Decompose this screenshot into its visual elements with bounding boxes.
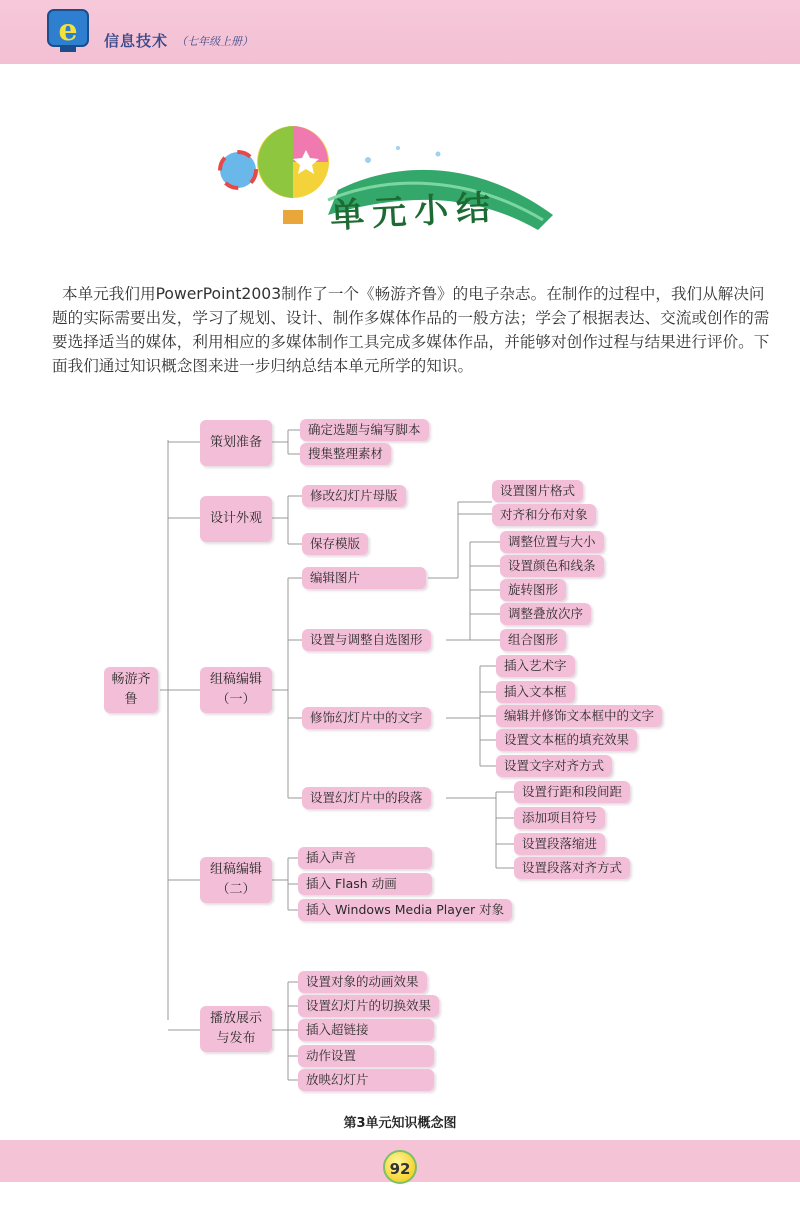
- map-node-edit2: 组稿编辑（二）: [200, 857, 272, 903]
- publish-item: 插入超链接: [298, 1019, 434, 1041]
- text-item: 编辑并修饰文本框中的文字: [496, 705, 662, 727]
- edit2-item: 插入声音: [298, 847, 432, 869]
- shape-item: 组合图形: [500, 629, 566, 651]
- edit1-item: 修饰幻灯片中的文字: [302, 707, 431, 729]
- ie-logo-icon: [46, 8, 96, 54]
- design-item: 修改幻灯片母版: [302, 485, 406, 507]
- map-node-design: 设计外观: [200, 496, 272, 542]
- shape-item: 调整位置与大小: [500, 531, 604, 553]
- map-node-edit1: 组稿编辑（一）: [200, 667, 272, 713]
- text-item: 设置文本框的填充效果: [496, 729, 637, 751]
- para-item: 设置段落对齐方式: [514, 857, 630, 879]
- plan-item: 确定选题与编写脚本: [300, 419, 429, 441]
- banner-title: 单元小结: [329, 187, 500, 237]
- publish-item: 设置幻灯片的切换效果: [298, 995, 439, 1017]
- map-node-publish: 播放展示与发布: [200, 1006, 272, 1052]
- page-number: 92: [383, 1150, 417, 1184]
- picture-item: 设置图片格式: [492, 480, 583, 502]
- page-header: [0, 0, 800, 64]
- map-root: 畅游齐鲁: [104, 667, 158, 713]
- text-item: 插入文本框: [496, 681, 575, 703]
- edit1-item: 编辑图片: [302, 567, 426, 589]
- intro-paragraph: 本单元我们用PowerPoint2003制作了一个《畅游齐鲁》的电子杂志。在制作的过程中，我们从解决问题的实际需要出发，学习了规划、设计、制作多媒体作品的一般方法；学会了根据表达、交流或创作的需要选择适当的媒体，利用相应的多媒体制作工具完成多媒体作品，并能够对创作过程与结果进行评价。下面我们通过知识概念图来进一步归纳总结本单元所学的知识。: [52, 285, 770, 375]
- book-subtitle: （七年级上册）: [176, 35, 253, 48]
- text-item: 设置文字对齐方式: [496, 755, 612, 777]
- picture-item: 对齐和分布对象: [492, 504, 596, 526]
- shape-item: 设置颜色和线条: [500, 555, 604, 577]
- shape-item: 旋转图形: [500, 579, 566, 601]
- edit2-item: 插入 Windows Media Player 对象: [298, 899, 512, 921]
- publish-item: 设置对象的动画效果: [298, 971, 427, 993]
- para-item: 设置段落缩进: [514, 833, 605, 855]
- book-title: 信息技术: [104, 32, 169, 50]
- design-item: 保存模版: [302, 533, 368, 555]
- publish-item: 动作设置: [298, 1045, 434, 1067]
- text-item: 插入艺术字: [496, 655, 575, 677]
- para-item: 添加项目符号: [514, 807, 605, 829]
- publish-item: 放映幻灯片: [298, 1069, 434, 1091]
- plan-item: 搜集整理素材: [300, 443, 391, 465]
- edit1-item: 设置与调整自选图形: [302, 629, 431, 651]
- edit2-item: 插入 Flash 动画: [298, 873, 432, 895]
- map-node-plan: 策划准备: [200, 420, 272, 466]
- svg-text:e: e: [58, 13, 78, 48]
- shape-item: 调整叠放次序: [500, 603, 591, 625]
- edit1-item: 设置幻灯片中的段落: [302, 787, 431, 809]
- figure-caption: 第3单元知识概念图: [343, 1116, 457, 1131]
- para-item: 设置行距和段间距: [514, 781, 630, 803]
